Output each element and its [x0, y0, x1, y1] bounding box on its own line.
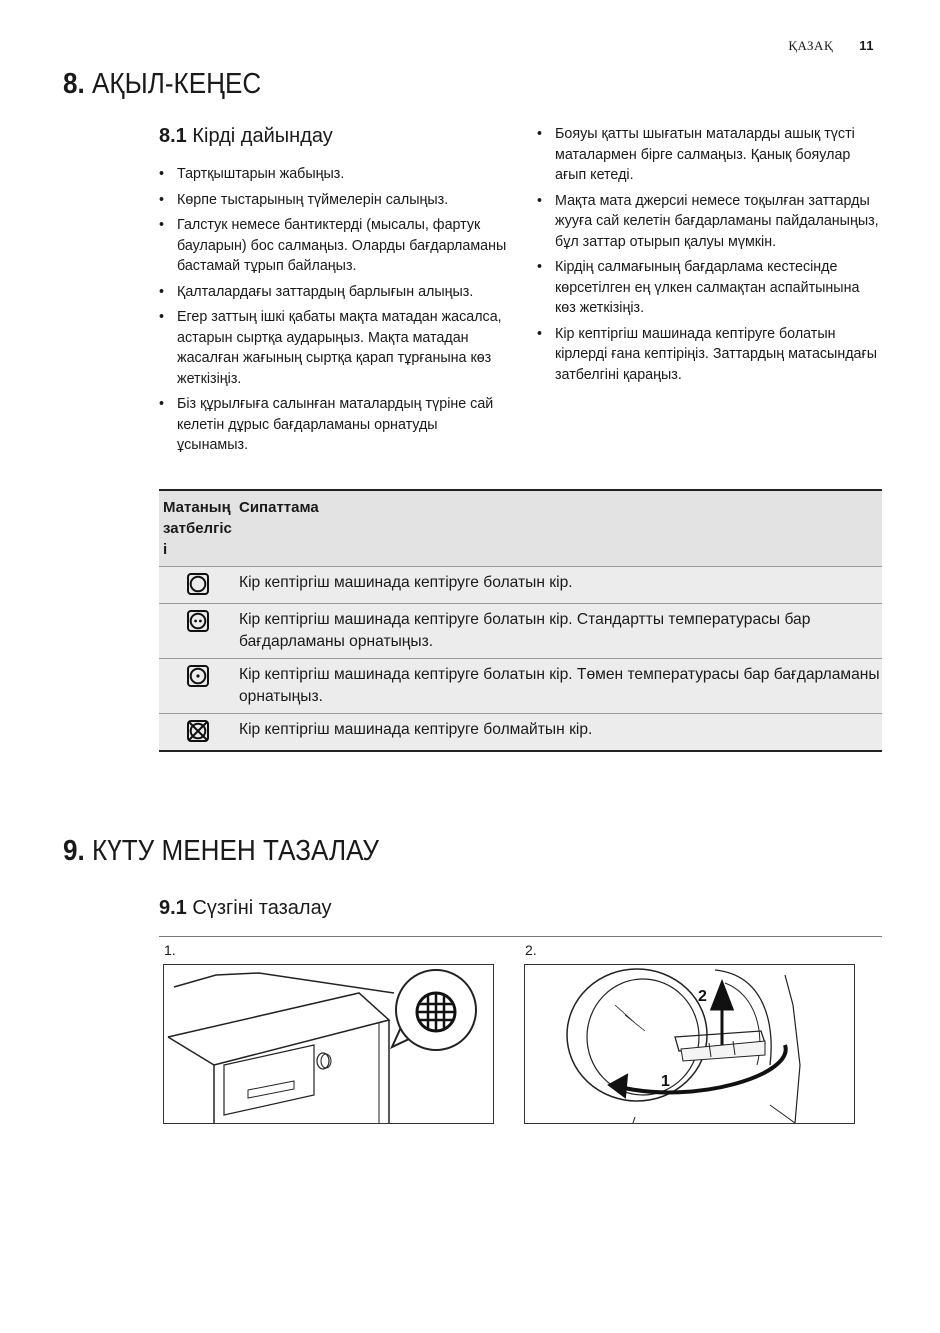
list-item: • Біз құрылғыға салынған маталардың түріне сай келетін дұрыс бағдарламаны орнатуды ұсынамыз.	[159, 394, 509, 456]
table-row	[159, 714, 882, 752]
list-item: • Егер заттың ішкі қабаты мақта матадан жасалса, астарын сыртқа аударыңыз. Мақта матадан жасалған жағының сыртқа қарап тұрғанына көз жеткізіңіз.	[159, 307, 509, 389]
list-item: • Бояуы қатты шығатын маталарды ашық түсті маталармен бірге салмаңыз. Қанық бояулар ағып кетеді.	[537, 124, 882, 186]
figure-1-dryer-top	[163, 964, 494, 1124]
filter-removal-illustration	[525, 965, 854, 1123]
language-label: ҚАЗАҚ	[788, 38, 834, 53]
section-title: КҮТУ МЕНЕН ТАЗАЛАУ	[92, 835, 379, 867]
subsection-number: 9.1	[159, 897, 187, 919]
page-header	[788, 38, 874, 54]
list-item: • Тартқыштарын жабыңыз.	[159, 164, 509, 185]
section-number: 8.	[63, 68, 85, 100]
arrow-label: 2	[698, 988, 707, 1005]
list-item: • Мақта мата джерсиі немесе тоқылған заттарды жууға сай келетін бағдарламаны пайдаланыңыз, бұл заттар отырып қалуы мүмкін.	[537, 191, 882, 253]
row-description: Кір кептіргіш машинада кептіруге болатын кір.	[239, 574, 573, 591]
row-description: Кір кептіргіш машинада кептіруге болатын кір. Стандартты температурасы бар бағдарламаны орнатыңыз.	[239, 611, 811, 650]
section-title: АҚЫЛ-КЕҢЕС	[92, 68, 262, 100]
do-not-tumble-dry-icon	[186, 719, 210, 743]
list-item: • Көрпе тыстарының түймелерін салыңыз.	[159, 190, 509, 211]
list-item: • Кір кептіргіш машинада кептіруге болатын кірлерді ғана кептіріңіз. Заттардың матасындағы затбелгіні қараңыз.	[537, 324, 882, 386]
section-9-heading	[63, 835, 379, 868]
figure-caption: 1.	[164, 942, 176, 958]
subsection-title: Кірді дайындау	[192, 125, 333, 147]
row-description: Кір кептіргіш машинада кептіруге болмайтын кір.	[239, 721, 593, 738]
list-item: • Қалталардағы заттардың барлығын алыңыз.	[159, 282, 509, 303]
list-item: • Галстук немесе бантиктерді (мысалы, фартук бауларын) бос салмаңыз. Оларды бағдарламаны бастамай тұрып байлаңыз.	[159, 215, 509, 277]
table-row	[159, 604, 882, 659]
arrow-up-icon	[712, 983, 732, 1045]
subsection-8-1-heading	[159, 125, 333, 148]
section-8-heading	[63, 68, 261, 101]
page-number: 11	[859, 38, 874, 53]
dryer-filter-illustration	[164, 965, 493, 1123]
subsection-title: Сүзгіні тазалау	[192, 897, 332, 919]
subsection-9-1-heading	[159, 897, 331, 920]
divider	[159, 936, 882, 937]
figure-2-filter-removal	[524, 964, 855, 1124]
table-header-row	[159, 490, 882, 567]
arrow-label: 1	[661, 1073, 670, 1090]
filter-zoom-icon	[392, 970, 476, 1050]
care-label-table	[159, 489, 882, 752]
column-header-label: Матаның затбелгісі	[163, 499, 232, 558]
tumble-dry-icon	[186, 572, 210, 596]
tumble-dry-normal-temp-icon	[186, 609, 210, 633]
table-row	[159, 659, 882, 714]
section-number: 9.	[63, 835, 85, 867]
row-description: Кір кептіргіш машинада кептіруге болатын кір. Төмен температурасы бар бағдарламаны орнатыңыз.	[239, 666, 880, 705]
subsection-number: 8.1	[159, 125, 187, 147]
table-row	[159, 567, 882, 604]
figure-caption: 2.	[525, 942, 537, 958]
right-bullet-list	[537, 124, 882, 390]
column-header-description: Сипаттама	[239, 499, 319, 516]
list-item: • Кірдің салмағының бағдарлама кестесінде көрсетілген ең үлкен салмақтан аспайтынына көз жеткізіңіз.	[537, 257, 882, 319]
left-bullet-list	[159, 164, 509, 461]
tumble-dry-low-temp-icon	[186, 664, 210, 688]
